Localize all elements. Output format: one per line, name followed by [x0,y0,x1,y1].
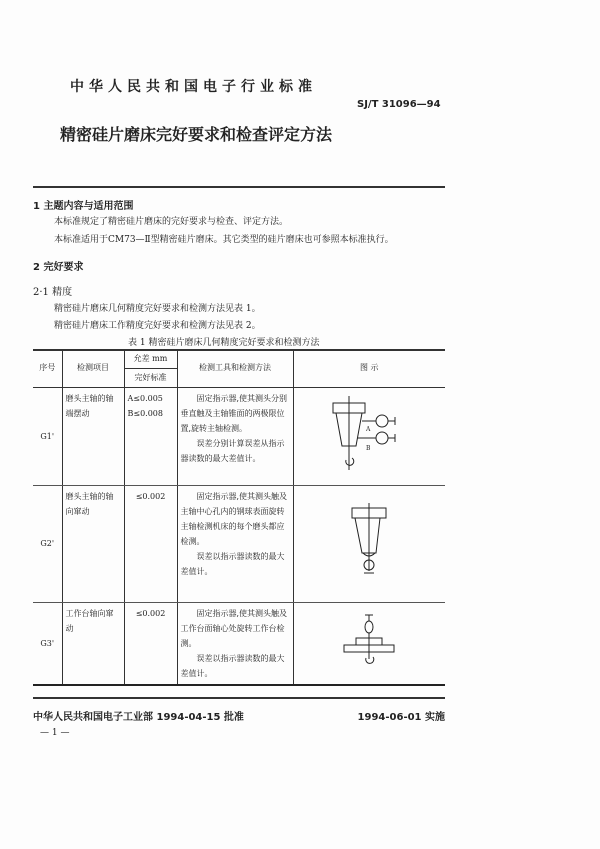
header-tolerance: 允差 mm [124,349,177,368]
section-2-1-heading: 2·1 精度 [33,287,73,298]
figure-g2 [293,485,445,602]
row-no: G1' [33,387,62,485]
section-2-1-para-2: 精密硅片磨床工作精度完好要求和检测方法见表 2。 [54,321,261,331]
effective-date: 1994-06-01 实施 [357,712,445,723]
section-1-para-2: 本标准适用于CM73—Ⅱ型精密硅片磨床。其它类型的硅片磨床也可参照本标准执行。 [54,235,394,245]
title-divider [33,186,445,188]
section-2-heading: 2 完好要求 [33,262,84,273]
label-a: A [366,425,371,433]
figure-g1 [293,387,445,485]
error-text: 误差以指示器读数的最大差值计。 [180,551,285,576]
row-no: G3' [33,602,62,685]
page-number: — 1 — [40,728,70,738]
row-no: G2' [33,485,62,602]
row-tolerance [124,387,177,485]
spindle-runout-diagram [329,394,409,474]
header-figure: 图 示 [293,349,445,387]
section-1-heading: 1 主题内容与适用范围 [33,201,134,212]
method-text: 固定指示器,使其测头触及工作台面轴心处旋转工作台检测。 [180,608,288,648]
header-standard: 完好标准 [124,368,177,387]
footer-rule [33,697,445,699]
row-tolerance: ≤0.002 [124,485,177,602]
tolerance-a: A≤0.005 [127,393,163,403]
row-tolerance: ≤0.002 [124,602,177,685]
figure-g3 [293,602,445,685]
error-text: 误差分别计算误差从指示器读数的最大差值计。 [180,438,285,463]
header-method: 检测工具和检测方法 [177,349,293,387]
section-1-para-1: 本标准规定了精密硅片磨床的完好要求与检查、评定方法。 [54,217,289,227]
table-caption: 表 1 精密硅片磨床几何精度完好要求和检测方法 [128,338,320,348]
row-method [177,602,293,685]
row-item: 工作台轴向窜动 [62,602,124,685]
approval-line: 中华人民共和国电子工业部 1994-04-15 批准 [33,712,244,723]
section-2-1-para-1: 精密硅片磨床几何精度完好要求和检测方法见表 1。 [54,304,261,314]
method-text: 固定指示器,使其测头分别垂直触及主轴锥面的两极限位置,旋转主轴检测。 [180,393,288,433]
issuing-standard-header: 中华人民共和国电子行业标准 [70,79,317,95]
table-axial-diagram [339,611,399,671]
label-b: B [366,444,371,452]
header-item: 检测项目 [62,349,124,387]
row-method [177,485,293,602]
row-item: 磨头主轴的轴端摆动 [62,387,124,485]
spindle-axial-diagram [344,501,394,581]
accuracy-table [33,349,445,686]
table-row [33,387,445,485]
method-text: 固定指示器,使其测头触及主轴中心孔内的钢球表面旋转主轴检测机床的每个磨头都应检测。 [180,491,288,546]
row-method [177,387,293,485]
header-no: 序号 [33,349,62,387]
table-row [33,485,445,602]
error-text: 误差以指示器读数的最大差值计。 [180,653,285,678]
tolerance-b: B≤0.008 [127,408,163,418]
row-item: 磨头主轴的轴向窜动 [62,485,124,602]
document-title: 精密硅片磨床完好要求和检查评定方法 [60,125,333,144]
table-row [33,602,445,685]
standard-code: SJ/T 31096—94 [357,99,441,110]
